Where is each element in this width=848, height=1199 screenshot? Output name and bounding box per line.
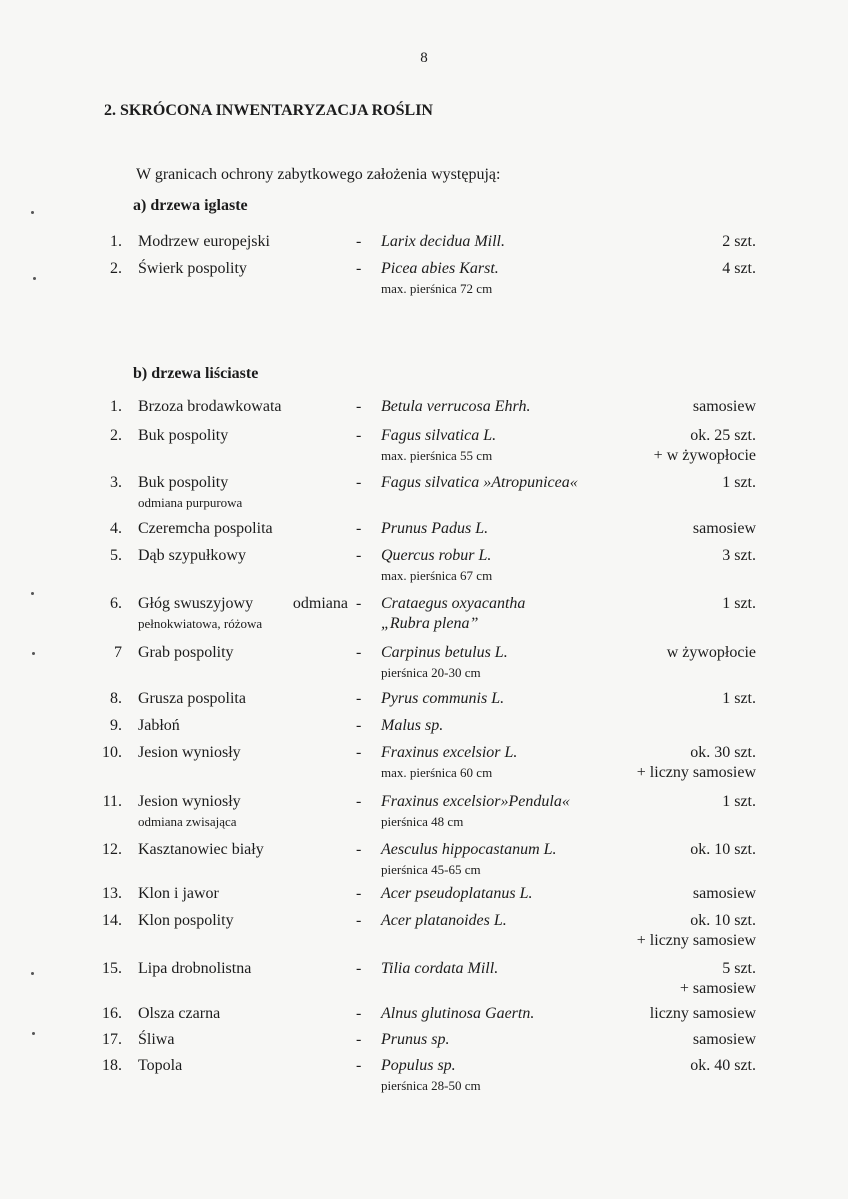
item-quantity: 4 szt. (722, 260, 756, 277)
item-latin-name: Alnus glutinosa Gaertn. (381, 1005, 535, 1022)
list-item (0, 884, 848, 904)
item-quantity: ok. 25 szt. (690, 427, 756, 444)
item-dash: - (356, 398, 362, 415)
item-number: 12. (102, 841, 122, 858)
item-quantity-note: + samosiew (679, 980, 756, 997)
item-number: 8. (110, 690, 122, 707)
item-dash: - (356, 233, 362, 250)
item-name: Jabłoń (138, 717, 180, 734)
item-variety-note: pełnokwiatowa, różowa (138, 616, 263, 631)
item-name: Grab pospolity (138, 644, 234, 661)
item-name: Kasztanowiec biały (138, 841, 264, 858)
item-latin-name: Fagus silvatica »Atropunicea« (381, 474, 578, 491)
item-quantity: samosiew (692, 1031, 756, 1048)
scan-mark (32, 1032, 35, 1035)
item-quantity: 1 szt. (722, 595, 756, 612)
item-quantity: 5 szt. (722, 960, 756, 977)
item-dbh-note: max. pierśnica 55 cm (381, 448, 493, 463)
item-latin-name: Tilia cordata Mill. (381, 960, 499, 977)
item-number: 10. (102, 744, 122, 761)
item-quantity: 1 szt. (722, 793, 756, 810)
scan-mark (33, 277, 36, 280)
item-dash: - (356, 793, 362, 810)
list-item (0, 426, 848, 446)
list-item (0, 689, 848, 709)
list-item (0, 743, 848, 763)
item-number: 7 (114, 644, 122, 661)
item-quantity: 1 szt. (722, 690, 756, 707)
item-dash: - (356, 427, 362, 444)
item-quantity: ok. 40 szt. (690, 1057, 756, 1074)
item-dbh-note: max. pierśnica 67 cm (381, 568, 493, 583)
item-quantity: 3 szt. (722, 547, 756, 564)
item-number: 13. (102, 885, 122, 902)
item-name: Świerk pospolity (138, 260, 247, 277)
item-latin-name: Malus sp. (381, 717, 444, 734)
item-latin-name: Prunus sp. (381, 1031, 450, 1048)
item-name: Buk pospolity (138, 427, 229, 444)
item-name: Jesion wyniosły (138, 744, 241, 761)
item-latin-name: Pyrus communis L. (381, 690, 505, 707)
item-variety-note: odmiana purpurowa (138, 495, 243, 510)
list-item (0, 259, 848, 279)
item-name: Klon pospolity (138, 912, 234, 929)
item-name-part: odmiana (292, 595, 348, 612)
item-name (138, 594, 348, 614)
item-quantity: ok. 10 szt. (690, 912, 756, 929)
item-latin-name: Acer pseudoplatanus L. (381, 885, 533, 902)
item-dash: - (356, 912, 362, 929)
item-dash: - (356, 547, 362, 564)
item-dbh-note: pierśnica 20-30 cm (381, 665, 481, 680)
item-quantity: samosiew (692, 885, 756, 902)
item-dash: - (356, 595, 362, 612)
item-dash: - (356, 260, 362, 277)
item-name: Olsza czarna (138, 1005, 221, 1022)
list-item (0, 959, 848, 979)
item-number: 18. (102, 1057, 122, 1074)
item-number: 16. (102, 1005, 122, 1022)
item-dash: - (356, 841, 362, 858)
item-dbh-note: pierśnica 28-50 cm (381, 1078, 481, 1093)
page-number: 8 (420, 50, 428, 66)
item-latin-name: Larix decidua Mill. (381, 233, 505, 250)
item-number: 6. (110, 595, 122, 612)
item-quantity: ok. 10 szt. (690, 841, 756, 858)
item-quantity: 1 szt. (722, 474, 756, 491)
list-item (0, 232, 848, 252)
item-latin-name: Betula verrucosa Ehrh. (381, 398, 531, 415)
item-number: 9. (110, 717, 122, 734)
list-item (0, 473, 848, 493)
list-item (0, 643, 848, 663)
list-item (0, 519, 848, 539)
item-dbh-note: max. pierśnica 60 cm (381, 765, 493, 780)
item-number: 2. (110, 427, 122, 444)
item-quantity-note: + liczny samosiew (636, 932, 756, 949)
item-dash: - (356, 744, 362, 761)
item-name: Modrzew europejski (138, 233, 270, 250)
item-name: Śliwa (138, 1031, 175, 1048)
item-number: 3. (110, 474, 122, 491)
item-number: 5. (110, 547, 122, 564)
item-number: 1. (110, 398, 122, 415)
item-latin-name: Crataegus oxyacantha (381, 595, 526, 612)
item-quantity-note: + liczny samosiew (636, 764, 756, 781)
item-name: Dąb szypułkowy (138, 547, 246, 564)
section-title: 2. SKRÓCONA INWENTARYZACJA ROŚLIN (104, 102, 433, 119)
item-latin-name: Prunus Padus L. (381, 520, 489, 537)
item-latin-name: Populus sp. (381, 1057, 456, 1074)
item-dash: - (356, 644, 362, 661)
item-dash: - (356, 1005, 362, 1022)
item-quantity: ok. 30 szt. (690, 744, 756, 761)
item-number: 11. (102, 793, 122, 810)
item-latin-name: Picea abies Karst. (381, 260, 499, 277)
item-latin-name: Quercus robur L. (381, 547, 492, 564)
item-number: 17. (102, 1031, 122, 1048)
item-name: Lipa drobnolistna (138, 960, 252, 977)
item-dash: - (356, 520, 362, 537)
deciduous-heading: b) drzewa liściaste (133, 365, 259, 382)
item-dash: - (356, 1031, 362, 1048)
list-item (0, 397, 848, 417)
list-item (0, 594, 848, 614)
item-quantity: liczny samosiew (649, 1005, 756, 1022)
list-item (0, 1030, 848, 1050)
item-variety-note: odmiana zwisająca (138, 814, 237, 829)
item-quantity: samosiew (692, 398, 756, 415)
item-latin-name: Fraxinus excelsior L. (381, 744, 518, 761)
item-name: Czeremcha pospolita (138, 520, 273, 537)
item-dbh-note: max. pierśnica 72 cm (381, 281, 493, 296)
item-latin-name: Carpinus betulus L. (381, 644, 508, 661)
list-item (0, 792, 848, 812)
item-name-part: Głóg swuszyjowy (138, 595, 254, 612)
scan-mark (31, 972, 34, 975)
item-quantity: 2 szt. (722, 233, 756, 250)
item-dash: - (356, 717, 362, 734)
item-quantity: samosiew (692, 520, 756, 537)
item-latin-name: Fagus silvatica L. (381, 427, 497, 444)
item-latin-name: Aesculus hippocastanum L. (381, 841, 557, 858)
item-quantity: w żywopłocie (666, 644, 756, 661)
list-item (0, 840, 848, 860)
item-latin-name: Fraxinus excelsior»Pendula« (381, 793, 570, 810)
item-dbh-note: pierśnica 48 cm (381, 814, 464, 829)
item-number: 4. (110, 520, 122, 537)
intro-text: W granicach ochrony zabytkowego założenia występują: (136, 166, 501, 183)
item-number: 14. (102, 912, 122, 929)
item-quantity-note: + w żywopłocie (653, 447, 756, 464)
item-name: Buk pospolity (138, 474, 229, 491)
item-dash: - (356, 960, 362, 977)
scan-mark (32, 652, 35, 655)
list-item (0, 1056, 848, 1076)
list-item (0, 1004, 848, 1024)
list-item (0, 716, 848, 736)
scan-mark (31, 211, 34, 214)
item-number: 2. (110, 260, 122, 277)
item-name: Grusza pospolita (138, 690, 246, 707)
list-item (0, 546, 848, 566)
item-dash: - (356, 474, 362, 491)
item-number: 15. (102, 960, 122, 977)
item-number: 1. (110, 233, 122, 250)
item-latin-name: Acer platanoides L. (381, 912, 507, 929)
item-name: Klon i jawor (138, 885, 219, 902)
conifers-heading: a) drzewa iglaste (133, 197, 248, 214)
item-name: Topola (138, 1057, 183, 1074)
item-name: Brzoza brodawkowata (138, 398, 282, 415)
item-dbh-note: pierśnica 45-65 cm (381, 862, 481, 877)
list-item (0, 911, 848, 931)
item-name: Jesion wyniosły (138, 793, 241, 810)
item-latin-cultivar: „Rubra plena” (381, 615, 479, 632)
scan-mark (31, 592, 34, 595)
item-dash: - (356, 885, 362, 902)
item-dash: - (356, 690, 362, 707)
item-dash: - (356, 1057, 362, 1074)
